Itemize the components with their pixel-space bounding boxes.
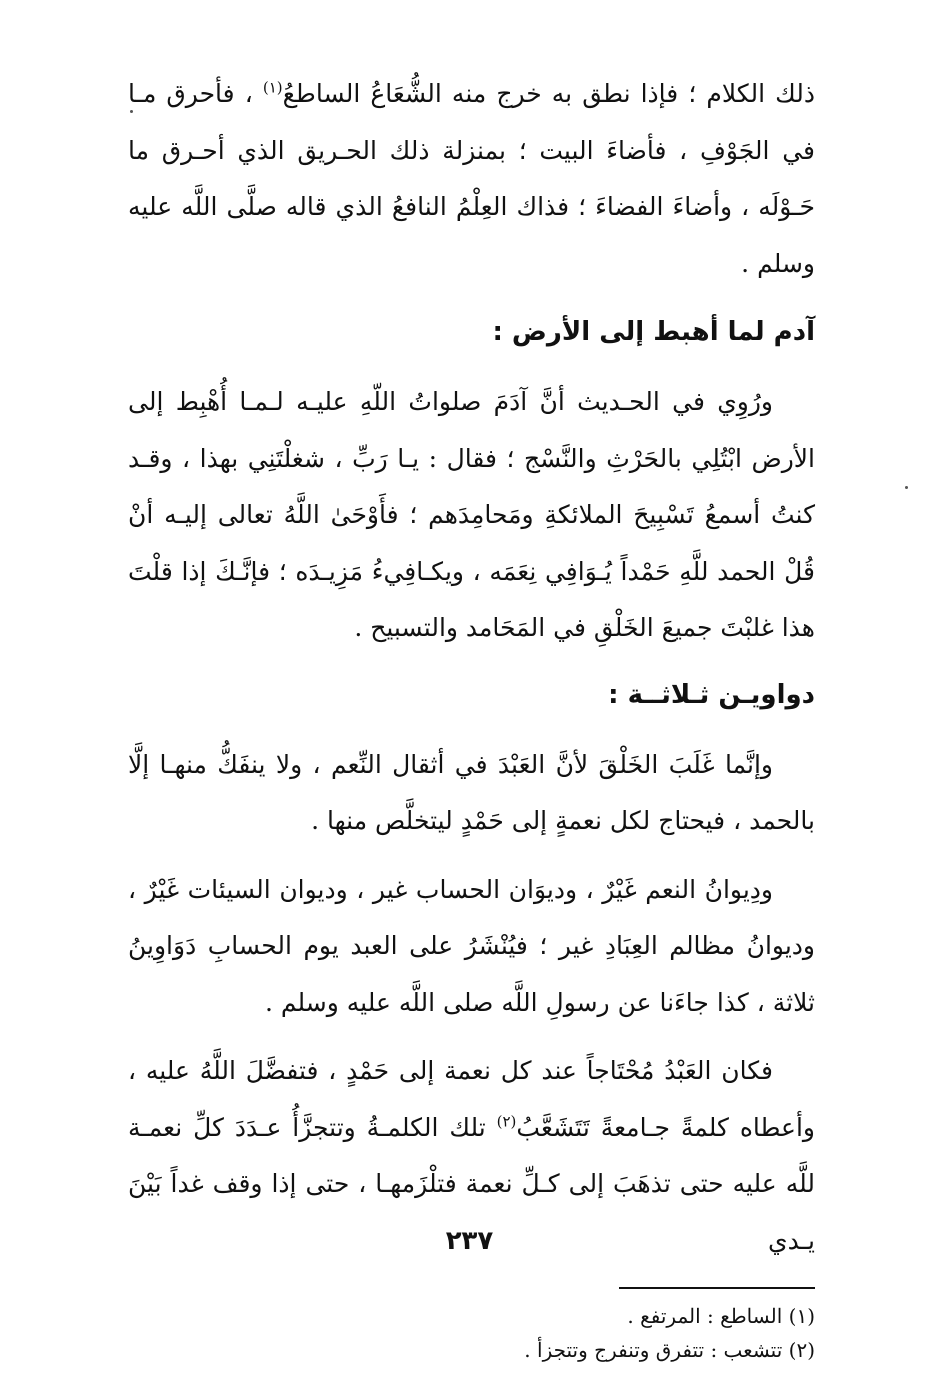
- paragraph-5-text-end: تلك الكلمـةُ وتتجزَّأُ عـدَدَ كلِّ نعمـة للَّه عليه حتى تذهَبَ إلى كـلِّ نعمة فتلْزَمهـا ، حتى إذا وقف غداً بَيْنَ يـدي: [128, 1112, 815, 1255]
- paragraph-1-text-end: ، فأحرق مـا في الجَوْفِ ، فأضاءَ البيت ؛ بمنزلة ذلك الحـريق الذي أحـرق ما حَـوْلَه ، وأضاءَ الفضاءَ ؛ فذاك العِلْمُ النافعُ الذي قاله صلَّى اللَّه عليه وسلم .: [128, 79, 815, 278]
- page-number: ٢٣٧: [445, 1226, 494, 1256]
- footnotes: [128, 1299, 815, 1367]
- footnote-ref-1: (١): [262, 78, 283, 97]
- section-heading-three-registers: دواويـن ثـلاثــة :: [608, 679, 815, 710]
- footnote-separator: [619, 1287, 815, 1289]
- paragraph-3: وإنَّما غَلَبَ الخَلْقَ لأنَّ العَبْدَ في أثقال النِّعم ، ولا ينفَكُّ منهـا إلَّا بالحمد ، فيحتاج لكل نعمةٍ إلى حَمْدٍ ليتخلَّص منها .: [128, 749, 815, 835]
- paragraph-2: ورُوِي في الحـديث أنَّ آدَمَ صلواتُ اللّهِ عليـه لـمـا أُهْبِط إلى الأرض ابْتُلِي بالحَرْثِ والنَّسْج ؛ فقال : يـا رَبِّ ، شغلْتَنِي بهذا ، وقـد كنتُ أسمعُ تَسْبِيحَ الملائكةِ ومَحامِدَهم ؛ فأَوْحَىٰ اللَّهُ تعالى إليـه أنْ قُلْ الحمد للَّهِ حَمْداً يُـوَافِي نِعَمَه ، ويكـافِيءُ مَزِيـدَه ؛ فإنَّـكَ إذا قلْتَ هذا غلبْتَ جميعَ الخَلْقِ في المَحَامد والتسبيح .: [128, 387, 815, 642]
- scan-speck: [130, 110, 133, 113]
- paragraph-4: ودِيوانُ النعم غَيْرٌ ، وديوَان الحساب غير ، وديوان السيئات غَيْرٌ ، وديوانُ مظالم العِبَادِ غير ؛ فيُنْشَرُ على العبد يوم الحسابِ دَوَاوِينُ ثلاثة ، كذا جاءَنا عن رسولِ اللَّه صلى اللَّه عليه وسلم .: [128, 874, 815, 1017]
- paragraph-5-text-start: فكان العَبْدُ مُحْتَاجاً عند كل نعمة إلى حَمْدٍ ، فتفضَّلَ اللَّهُ عليه ، وأعطاه كلمةً جـامعةً تَتَشَعَّبُ: [128, 1056, 815, 1142]
- paragraph-1: [128, 66, 815, 292]
- footnote-2: (٢) تتشعب : تتفرق وتنفرج وتتجزأ .: [524, 1338, 815, 1362]
- paragraph-1-text-start: ذلك الكلام ؛ فإذا نطق به خرج منه الشُّعَاعُ الساطعُ: [282, 79, 815, 108]
- section-heading-adam: آدم لما أهبط إلى الأرض :: [492, 317, 815, 347]
- footnote-ref-2: (٢): [496, 1112, 517, 1131]
- footnote-1: (١) الساطع : المرتفع .: [627, 1304, 815, 1328]
- scan-speck: [905, 486, 908, 489]
